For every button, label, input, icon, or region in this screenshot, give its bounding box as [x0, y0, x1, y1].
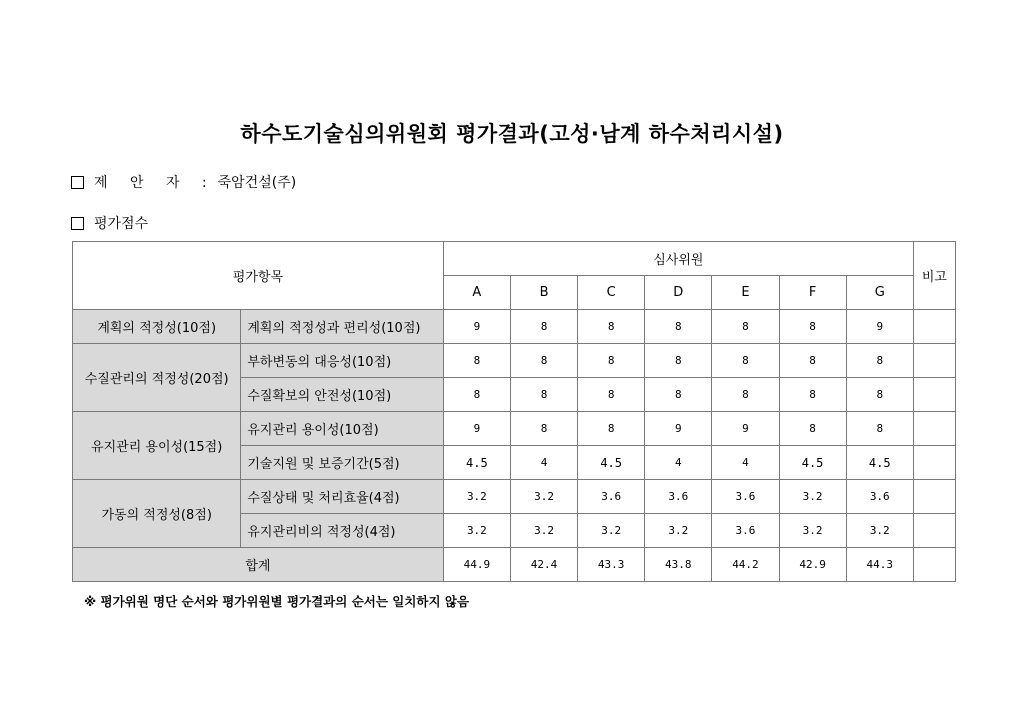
total-cell: 44.2	[712, 548, 779, 582]
checkbox-square-icon	[71, 217, 84, 230]
score-cell: 8	[645, 378, 712, 412]
score-cell: 8	[712, 344, 779, 378]
total-cell: 43.3	[578, 548, 645, 582]
item-name: 계획의 적정성과 편리성(10점)	[241, 310, 443, 344]
score-cell: 8	[846, 412, 913, 446]
group-name: 유지관리 용이성(15점)	[73, 412, 241, 480]
score-cell: 3.6	[578, 480, 645, 514]
proposer-line	[71, 172, 296, 192]
score-cell: 3.2	[510, 480, 577, 514]
group-name: 수질관리의 적정성(20점)	[73, 344, 241, 412]
total-cell: 44.3	[846, 548, 913, 582]
score-cell: 8	[510, 412, 577, 446]
score-cell: 3.2	[846, 514, 913, 548]
score-cell: 9	[846, 310, 913, 344]
score-cell: 4.5	[779, 446, 846, 480]
proposer-value: 죽암건설(주)	[217, 175, 297, 191]
group-name: 계획의 적정성(10점)	[73, 310, 241, 344]
score-cell: 8	[779, 412, 846, 446]
table-row	[73, 412, 956, 446]
score-cell: 8	[510, 378, 577, 412]
total-label: 합계	[73, 548, 444, 582]
item-name: 부하변동의 대응성(10점)	[241, 344, 443, 378]
score-cell: 3.6	[712, 480, 779, 514]
remark-cell	[913, 446, 955, 480]
score-cell: 8	[779, 310, 846, 344]
score-cell: 8	[846, 344, 913, 378]
score-cell: 8	[578, 344, 645, 378]
remark-cell	[913, 310, 955, 344]
score-cell: 4	[645, 446, 712, 480]
judge-header: D	[645, 276, 712, 310]
judge-header: E	[712, 276, 779, 310]
score-cell: 3.2	[443, 480, 510, 514]
judge-header: A	[443, 276, 510, 310]
item-name: 기술지원 및 보증기간(5점)	[241, 446, 443, 480]
item-name: 유지관리비의 적정성(4점)	[241, 514, 443, 548]
score-cell: 8	[645, 310, 712, 344]
header-item: 평가항목	[73, 242, 444, 310]
section-line	[71, 213, 148, 233]
total-cell: 43.8	[645, 548, 712, 582]
score-cell: 9	[443, 412, 510, 446]
score-cell: 4	[510, 446, 577, 480]
score-cell: 8	[443, 378, 510, 412]
footnote: ※ 평가위원 명단 순서와 평가위원별 평가결과의 순서는 일치하지 않음	[84, 594, 470, 609]
evaluation-table	[72, 241, 956, 582]
score-cell: 4.5	[846, 446, 913, 480]
score-cell: 8	[712, 310, 779, 344]
score-cell: 8	[443, 344, 510, 378]
score-cell: 3.6	[846, 480, 913, 514]
score-cell: 8	[779, 378, 846, 412]
score-cell: 9	[443, 310, 510, 344]
remark-cell	[913, 344, 955, 378]
remark-cell	[913, 548, 955, 582]
total-cell: 44.9	[443, 548, 510, 582]
score-cell: 9	[645, 412, 712, 446]
table-row	[73, 344, 956, 378]
score-cell: 8	[645, 344, 712, 378]
score-cell: 8	[510, 310, 577, 344]
table-row	[73, 480, 956, 514]
score-cell: 9	[712, 412, 779, 446]
score-cell: 3.2	[510, 514, 577, 548]
score-cell: 3.6	[712, 514, 779, 548]
document-title: 하수도기술심의위원회 평가결과(고성·남계 하수처리시설)	[240, 122, 784, 146]
score-cell: 3.2	[578, 514, 645, 548]
remark-cell	[913, 378, 955, 412]
judge-header: C	[578, 276, 645, 310]
remark-cell	[913, 514, 955, 548]
header-remarks: 비고	[913, 242, 955, 310]
judge-header: G	[846, 276, 913, 310]
score-cell: 8	[578, 378, 645, 412]
proposer-label: 제 안 자 :	[94, 175, 216, 191]
remark-cell	[913, 412, 955, 446]
score-cell: 4.5	[443, 446, 510, 480]
score-cell: 8	[846, 378, 913, 412]
score-cell: 8	[578, 310, 645, 344]
score-cell: 8	[779, 344, 846, 378]
score-cell: 8	[578, 412, 645, 446]
table-row	[73, 310, 956, 344]
score-cell: 3.2	[779, 480, 846, 514]
score-cell: 3.2	[779, 514, 846, 548]
score-cell: 3.6	[645, 480, 712, 514]
total-row	[73, 548, 956, 582]
score-cell: 8	[712, 378, 779, 412]
header-committee: 심사위원	[443, 242, 913, 276]
item-name: 유지관리 용이성(10점)	[241, 412, 443, 446]
judge-header: B	[510, 276, 577, 310]
remark-cell	[913, 480, 955, 514]
score-cell: 3.2	[443, 514, 510, 548]
score-cell: 4	[712, 446, 779, 480]
checkbox-square-icon	[71, 176, 84, 189]
group-name: 가동의 적정성(8점)	[73, 480, 241, 548]
total-cell: 42.9	[779, 548, 846, 582]
score-cell: 8	[510, 344, 577, 378]
score-cell: 4.5	[578, 446, 645, 480]
total-cell: 42.4	[510, 548, 577, 582]
judge-header: F	[779, 276, 846, 310]
score-cell: 3.2	[645, 514, 712, 548]
section-label: 평가점수	[94, 216, 149, 232]
item-name: 수질확보의 안전성(10점)	[241, 378, 443, 412]
item-name: 수질상태 및 처리효율(4점)	[241, 480, 443, 514]
